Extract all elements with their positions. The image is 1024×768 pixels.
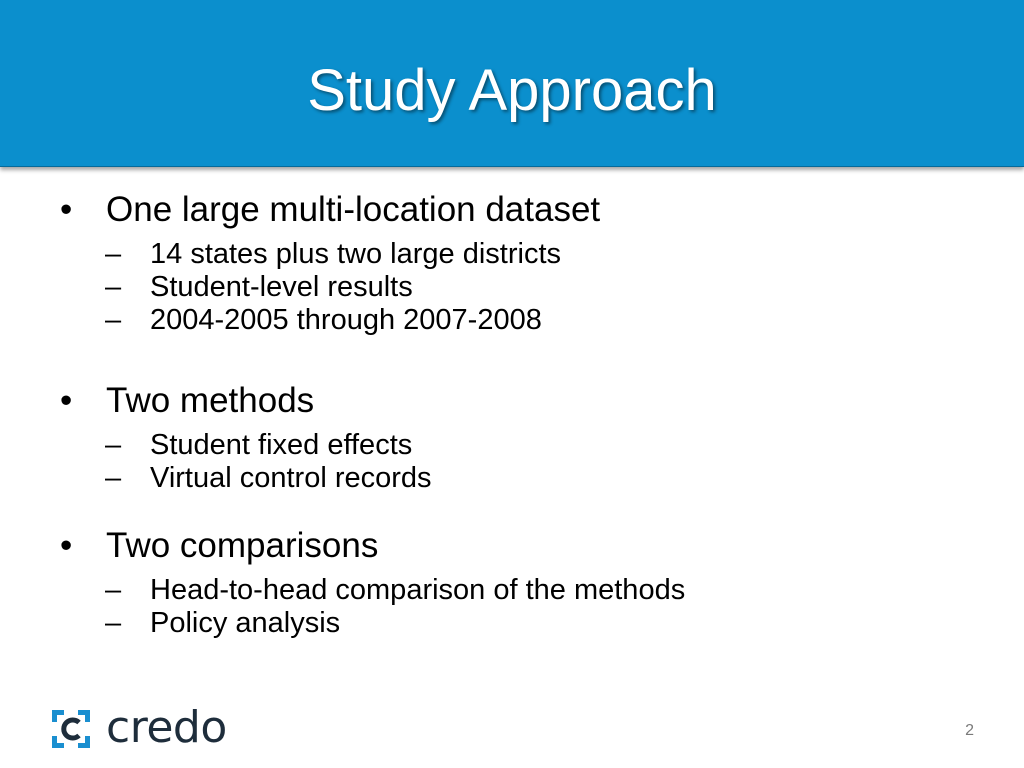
bullet-marker: • xyxy=(60,526,73,565)
subbullet-text: Student-level results xyxy=(150,271,413,303)
bullet-text: One large multi-location dataset xyxy=(106,190,601,229)
subbullet-marker: – xyxy=(105,304,122,336)
bullet-marker: • xyxy=(60,381,73,420)
subbullet-marker: – xyxy=(105,607,122,639)
subbullet-marker: – xyxy=(105,429,122,461)
subbullet-marker: – xyxy=(105,238,122,270)
slide-title: Study Approach xyxy=(307,58,717,123)
credo-bracket-c-logo-icon xyxy=(50,708,92,750)
logo-wordmark: credo xyxy=(106,702,227,753)
subbullet-text: Head-to-head comparison of the methods xyxy=(150,574,686,606)
page-number: 2 xyxy=(965,722,974,739)
credo-logo xyxy=(50,704,230,754)
bullet-text: Two comparisons xyxy=(106,526,379,565)
bullet-marker: • xyxy=(60,190,73,229)
subbullet-marker: – xyxy=(105,271,122,303)
subbullet-text: 2004-2005 through 2007-2008 xyxy=(150,304,542,336)
subbullet-marker: – xyxy=(105,462,122,494)
bullet-text: Two methods xyxy=(106,381,315,420)
subbullet-marker: – xyxy=(105,574,122,606)
subbullet-text: Student fixed effects xyxy=(150,429,413,461)
subbullet-text: Virtual control records xyxy=(150,462,432,494)
subbullet-text: 14 states plus two large districts xyxy=(150,238,562,270)
subbullet-text: Policy analysis xyxy=(150,607,341,639)
